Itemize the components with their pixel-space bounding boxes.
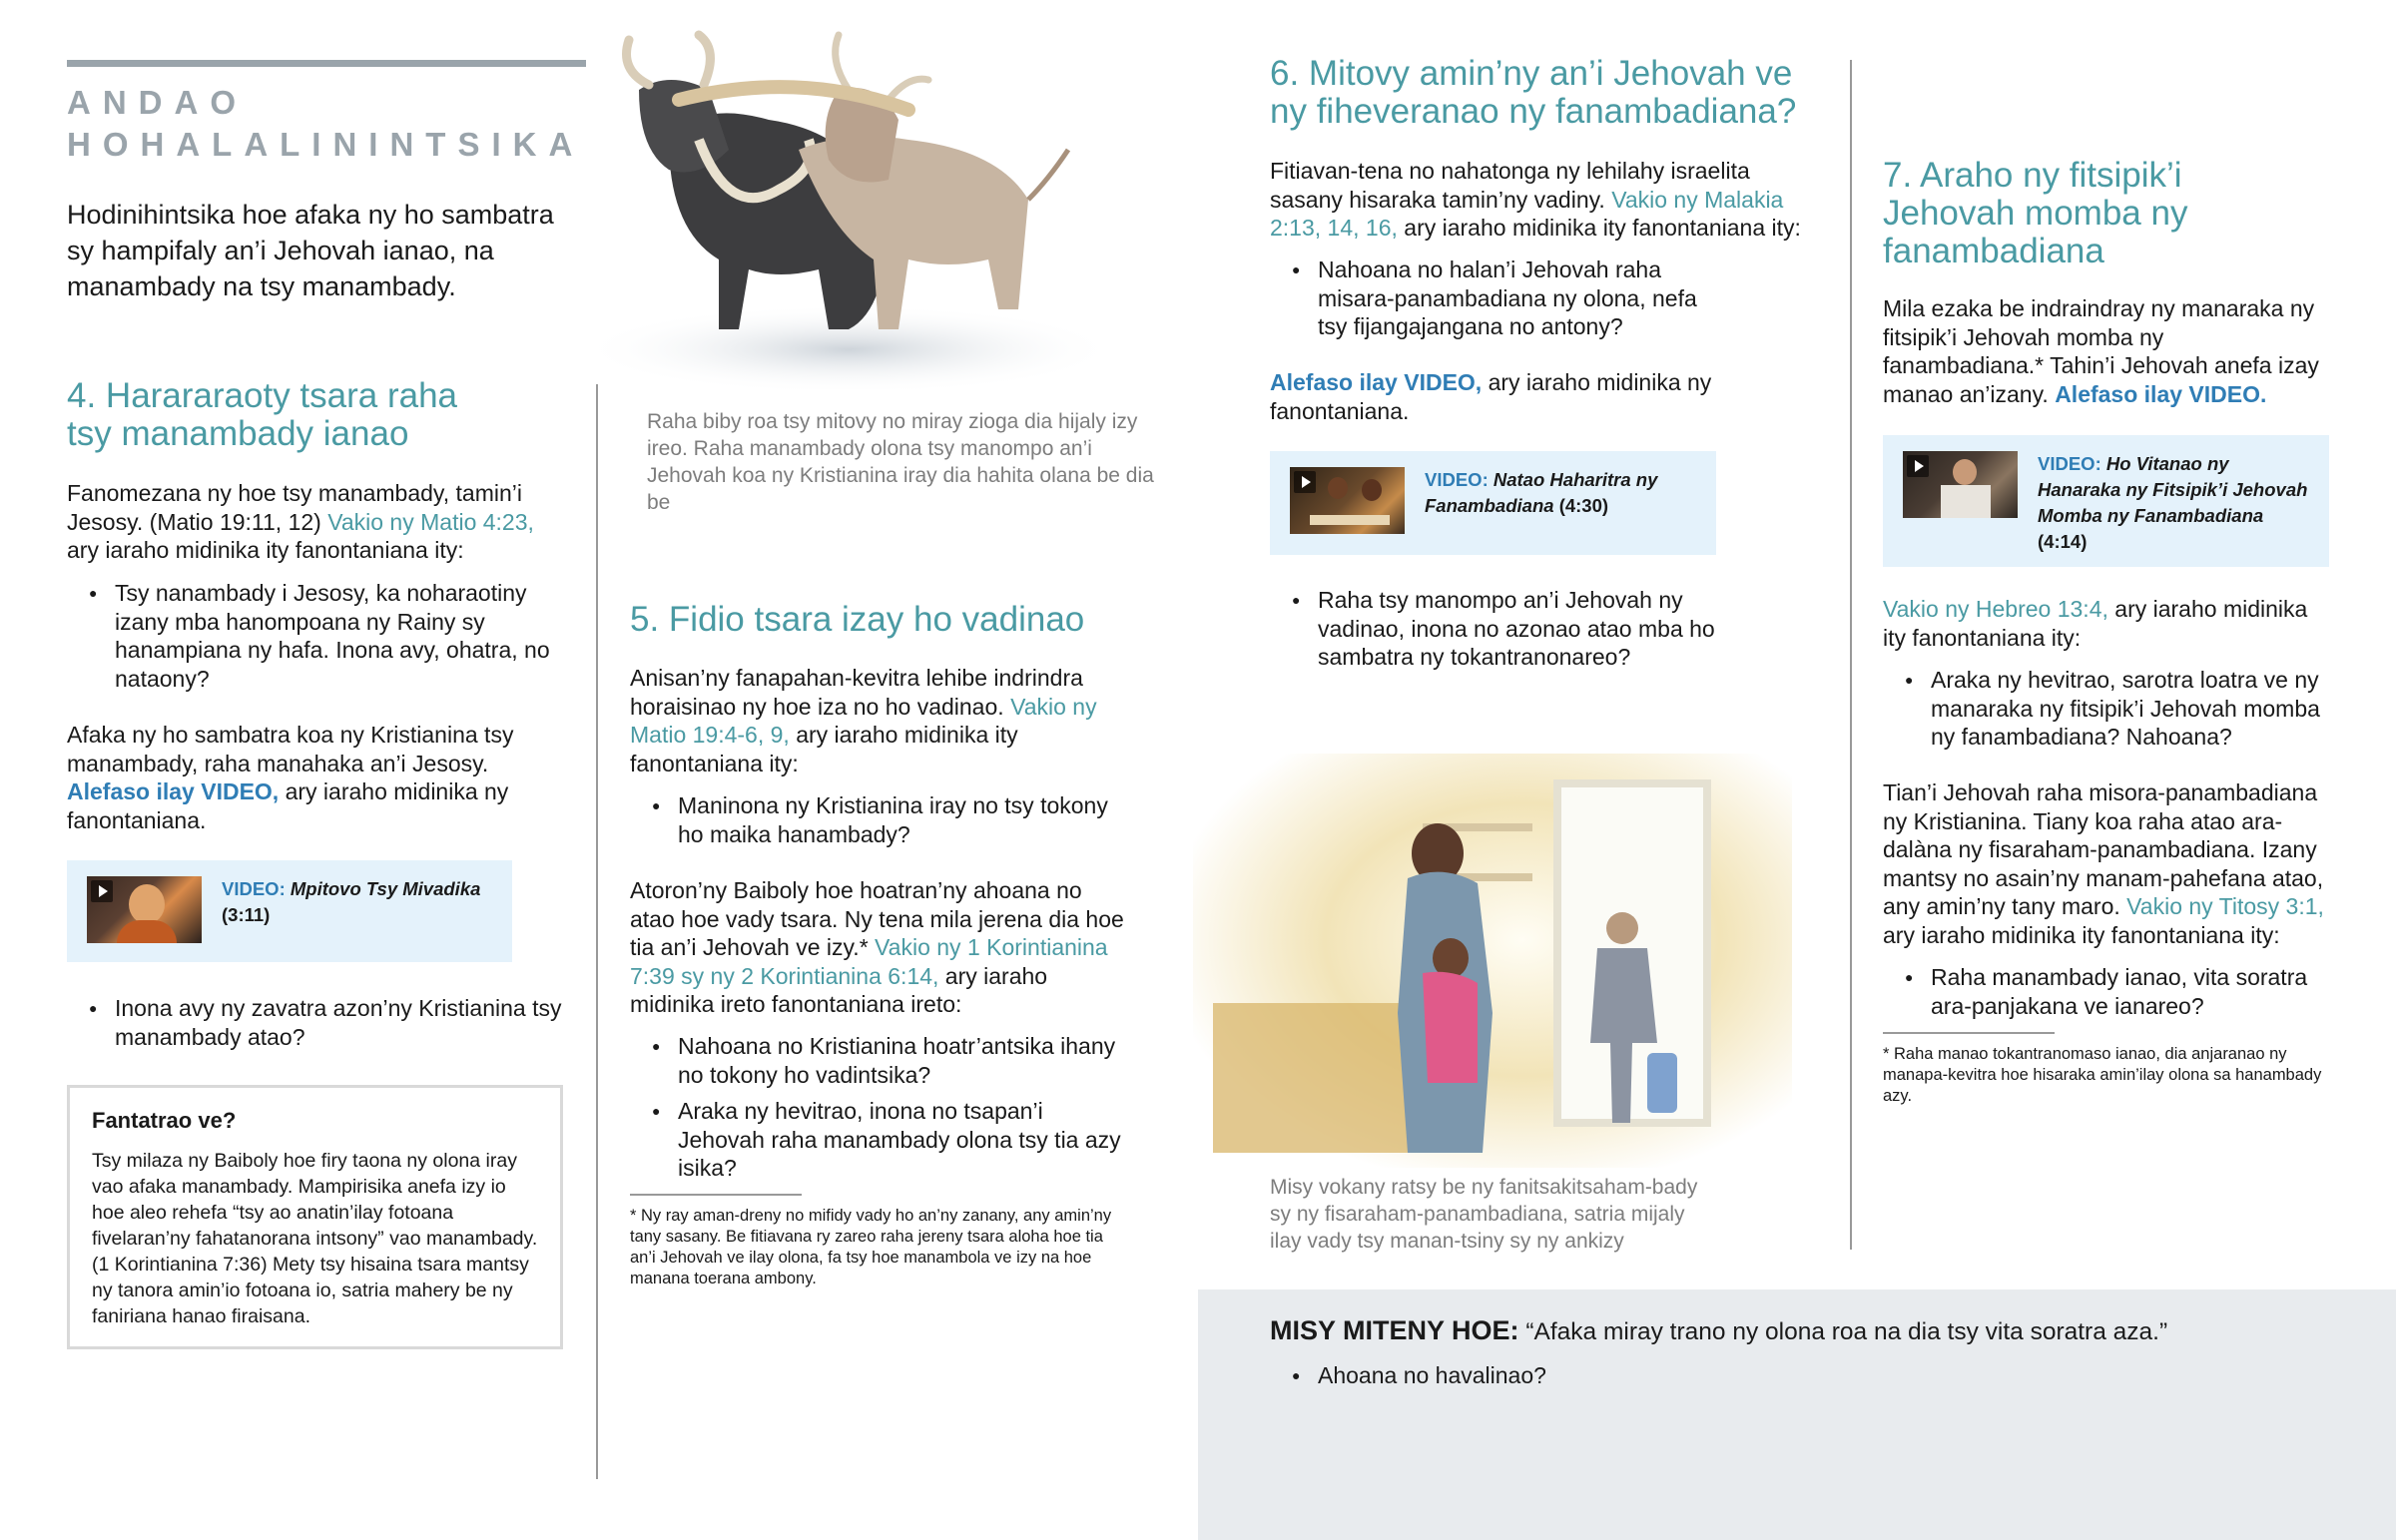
section-7-questions-2: [1883, 963, 2342, 1028]
section-7-questions-1: [1883, 666, 2342, 760]
discussion-label: MISY MITENY HOE:: [1270, 1315, 1519, 1345]
question: ● Araka ny hevitrao, inona no tsapan’i Jehovah raha manambady olona tsy tia azy isika?: [630, 1097, 1129, 1183]
hebreo-link[interactable]: Vakio ny Hebreo 13:4,: [1883, 596, 2108, 622]
section-5-footnote: * Ny ray aman-dreny no mifidy vady ho an’ny zanany, any amin’ny tany sasany. Be fitiavana ry zareo raha jereny tsara aloha hoe tia an’i Jehovah ve ilay olona, fa tsy hoe manambola ve izy na hoe manana toerana ambony.: [630, 1207, 1112, 1287]
play-video-link[interactable]: Alefaso ilay VIDEO,: [1270, 369, 1483, 395]
question: ● Raha tsy manompo an’i Jehovah ny vadinao, inona no azonao atao mba ho sambatra ny tokantranonareo?: [1270, 586, 1769, 672]
section-5-questions-1: [630, 791, 1129, 856]
question: ● Nahoana no halan’i Jehovah raha misara-panambadiana ny olona, nefa tsy fijangajangana no antony?: [1270, 256, 1699, 341]
section-7-paragraph-1: Mila ezaka be indraindray ny manaraka ny fitsipik’i Jehovah momba ny fanambadiana.* Tahin’i Jehovah anefa izay manao an’izany. Alefaso ilay VIDEO.: [1883, 295, 2319, 407]
play-icon[interactable]: [1294, 471, 1316, 493]
footnote-rule: [1883, 1032, 2055, 1034]
column-divider-2: [1850, 60, 1852, 1250]
section-5-title: 5. Fidio tsara izay ho vadinao: [630, 600, 1085, 639]
malakia-link[interactable]: Vakio ny Malakia 2:13, 14, 16,: [1270, 186, 1784, 241]
video-card-ho-vitanao[interactable]: VIDEO: Ho Vitanao ny Hanaraka ny Fitsipik’i Jehovah Momba ny Fanambadiana (4:14): [1883, 435, 2329, 567]
intro-text: Hodinihintsika hoe afaka ny ho sambatra sy hampifaly an’i Jehovah ianao, na manambady na tsy manambady.: [67, 200, 554, 301]
play-video-link[interactable]: Alefaso ilay VIDEO,: [67, 778, 280, 804]
question: ● Maninona ny Kristianina iray no tsy tokony ho maika hanambady?: [630, 791, 1129, 848]
section-4-paragraph-2: Afaka ny ho sambatra koa ny Kristianina tsy manambady, raha manahaka an’i Jesosy. Alefaso ilay VIDEO, ary iaraho midinika ny fanontaniana.: [67, 722, 514, 833]
play-video-link[interactable]: Alefaso ilay VIDEO.: [2055, 380, 2267, 407]
section-6-questions-1: [1270, 256, 1699, 349]
suitcase: [1647, 1053, 1677, 1113]
cabinet: [1213, 1003, 1413, 1153]
section-4-title: 4. Harararaoty tsara raha tsy manambady ianao: [67, 376, 458, 453]
footnote-rule: [630, 1194, 802, 1196]
video-thumbnail[interactable]: [1290, 467, 1405, 534]
section-7-paragraph-2: Vakio ny Hebreo 13:4, ary iaraho midinika ity fanontaniana ity:: [1883, 596, 2308, 651]
did-you-know-box: [67, 1085, 563, 1349]
video-thumbnail[interactable]: [87, 876, 202, 943]
presenter-figure: [1953, 459, 1977, 485]
korintianina-link[interactable]: Vakio ny 1 Korintianina 7:39 sy ny 2 Korintianina 6:14,: [630, 934, 1108, 989]
play-icon[interactable]: [91, 880, 113, 902]
video-card-mpitovo[interactable]: VIDEO: Mpitovo Tsy Mivadika (3:11): [67, 860, 512, 962]
play-icon[interactable]: [1907, 455, 1929, 477]
video-thumbnail[interactable]: [1903, 451, 2018, 518]
section-7-paragraph-3: Tian’i Jehovah raha misora-panambadiana ny Kristianina. Tiany koa raha atao ara-dalàna ny fisaraham-panambadiana. Izany mantsy no asain’ny manam-pahefana atao, any amin’ny tany maro. Vakio ny Titosy 3:1, ary iaraho midinika ity fanontaniana ity:: [1883, 779, 2324, 948]
question: ● Ahoana no havalinao?: [1270, 1361, 1869, 1390]
section-6-questions-2: [1270, 586, 1769, 680]
presenter-body: [117, 920, 177, 943]
section-4-questions-2: [67, 994, 566, 1059]
section-5-questions-2: [630, 1032, 1129, 1191]
question: ● Raha manambady ianao, vita soratra ara-panjakana ve ianareo?: [1883, 963, 2342, 1020]
matio-19-link[interactable]: Vakio ny Matio 19:4-6, 9,: [630, 693, 1097, 748]
section-7-title: 7. Araho ny fitsipik’i Jehovah momba ny fanambadiana: [1883, 156, 2188, 270]
section-7-footnote: * Raha manao tokantranomaso ianao, dia anjaranao ny manapa-kevitra hoe hisaraka amin’ilay olona sa hanambady azy.: [1883, 1045, 2322, 1105]
did-you-know-text: Tsy milaza ny Baiboly hoe firy taona ny olona iray vao afaka manambady. Mampirisika anefa izy io hoe aleo rehefa “tsy ao anatin’ilay fotoana fivelaran’ny fahatanorana intsony” vao manambady. (1 Korintianina 7:36) Mety tsy hisaina tsara mantsy ny tanora amin’io fotoana io, satria mahery be ny faniriana hanao firaisana.: [92, 1150, 538, 1327]
question: ● Tsy nanambady i Jesosy, ka noharaotiny izany mba hanompoana ny Rainy sy hanampiana ny hafa. Inona avy, ohatra, no nataony?: [67, 579, 566, 693]
section-5-paragraph-1: Anisan’ny fanapahan-kevitra lehibe indrindra horaisinao ny hoe iza no ho vadinao. Vakio ny Matio 19:4-6, 9, ary iaraho midinika ity fanontaniana ity:: [630, 665, 1097, 776]
section-6-paragraph-2: Alefaso ilay VIDEO, ary iaraho midinika ny fanontaniana.: [1270, 369, 1712, 424]
table: [1310, 515, 1390, 525]
discussion-statement: [1270, 1314, 2368, 1348]
presenter-figure: [129, 884, 165, 924]
question: ● Araka ny hevitrao, sarotra loatra ve ny manaraka ny fitsipik’i Jehovah momba ny fanambadiana? Nahoana?: [1883, 666, 2342, 752]
matio-4-23-link[interactable]: Vakio ny Matio 4:23,: [327, 508, 534, 535]
section-5-paragraph-2: Atoron’ny Baiboly hoe hoatran’ny ahoana no atao hoe vady tsara. Ny tena mila jerena dia hoe tia an’i Jehovah ve izy.* Vakio ny 1 Korintianina 7:39 sy ny 2 Korintianina 6:14, ary iaraho midinika ireto fanontaniana ireto:: [630, 877, 1124, 1017]
oxen-caption: Raha biby roa tsy mitovy no miray zioga dia hijaly izy ireo. Raha manambady olona tsy manompo an’i Jehovah koa ny Kristianina iray dia hahita olana be dia be: [647, 410, 1154, 514]
section-kicker: ANDAO HOHALALININTSIKA: [67, 84, 585, 163]
discussion-questions: [1270, 1361, 1869, 1398]
presenter-body: [1941, 485, 1991, 518]
discussion-panel: [1198, 1289, 2396, 1540]
oxen-illustration: [579, 30, 1138, 389]
video-card-natao-haharitra[interactable]: VIDEO: Natao Haharitra ny Fanambadiana (4:30): [1270, 451, 1716, 555]
girl-body: [1423, 972, 1478, 1083]
discussion-quote: “Afaka miray trano ny olona roa na dia tsy vita soratra aza.”: [1525, 1318, 2168, 1345]
section-4-paragraph-1: Fanomezana ny hoe tsy manambady, tamin’i Jesosy. (Matio 19:11, 12) Vakio ny Matio 4:23, ary iaraho midinika ity fanontaniana ity:: [67, 480, 534, 563]
question: ● Inona avy ny zavatra azon’ny Kristianina tsy manambady atao?: [67, 994, 566, 1051]
column-divider-1: [596, 384, 598, 1479]
couple-figure-1: [1328, 477, 1348, 499]
section-6-title: 6. Mitovy amin’ny an’i Jehovah ve ny fiheveranao ny fanambadiana?: [1270, 54, 1797, 131]
family-separation-illustration: [1193, 754, 1792, 1168]
header-rule: [67, 60, 586, 67]
section-4-questions-1: [67, 579, 566, 701]
section-6-paragraph-1: Fitiavan-tena no nahatonga ny lehilahy israelita sasany hisaraka tamin’ny vadiny. Vakio ny Malakia 2:13, 14, 16, ary iaraho midinika ity fanontaniana ity:: [1270, 158, 1801, 241]
couple-figure-2: [1362, 479, 1382, 501]
man-head: [1606, 912, 1638, 944]
did-you-know-title: Fantatrao ve?: [92, 1108, 237, 1133]
photo-caption: Misy vokany ratsy be ny fanitsakitsaham-bady sy ny fisaraham-panambadiana, satria mijaly ilay vady tsy manan-tsiny sy ny ankizy: [1270, 1176, 1698, 1253]
titosy-link[interactable]: Vakio ny Titosy 3:1,: [2126, 893, 2324, 919]
question: ● Nahoana no Kristianina hoatr’antsika ihany no tokony ho vadintsika?: [630, 1032, 1129, 1089]
